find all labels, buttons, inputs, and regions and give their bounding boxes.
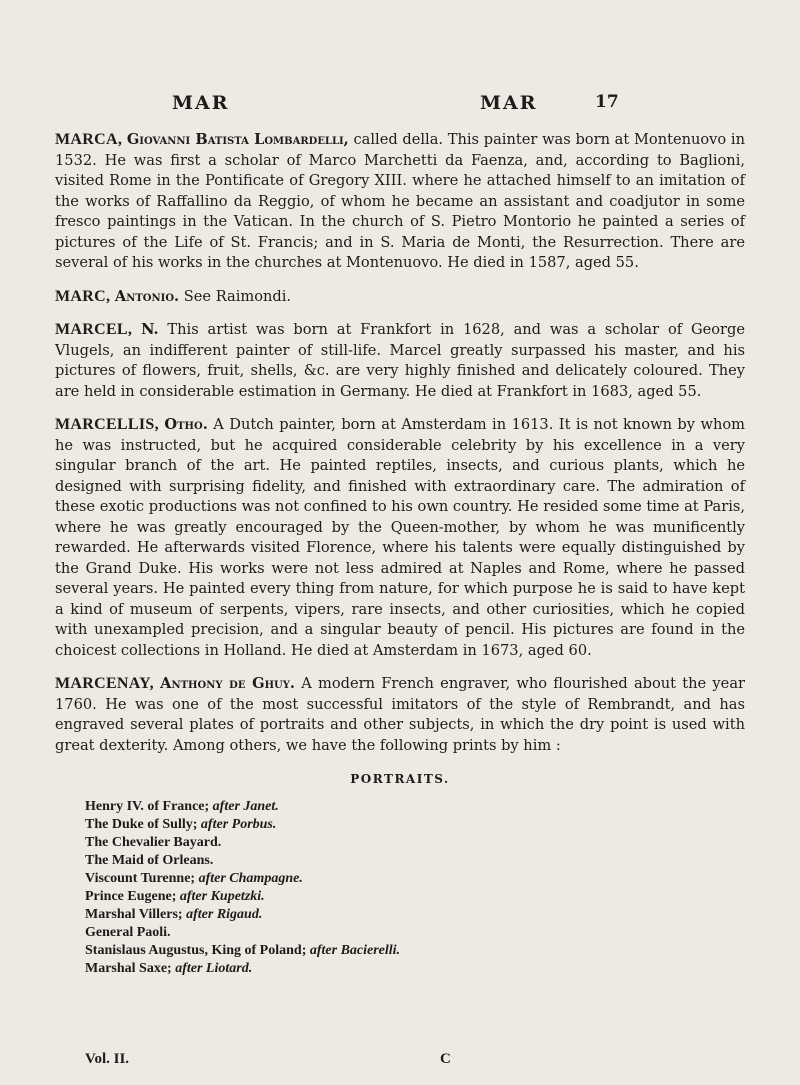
header-left-word: MAR xyxy=(172,92,230,114)
entry-headword: MARCENAY, xyxy=(55,675,154,692)
entry-given-name: Antonio. xyxy=(114,287,180,305)
entry-marc xyxy=(55,287,745,308)
entry-text: This artist was born at Frankfort in 1628, and was a scholar of George Vlugels, an indifferent painter of still-life. Marcel greatly surpassed his master, and his pictures of flowers, fruit, shells, &c. are very highly finished and delicately coloured. They are held in considerable estimation in Germany. He died at Frankfort in 1683, aged 55. xyxy=(55,321,745,400)
page-footer xyxy=(85,1051,725,1073)
list-item: Stanislaus Augustus, King of Poland; after Bacierelli. xyxy=(85,942,401,958)
signature-mark: C xyxy=(440,1051,451,1067)
entry-marcellis xyxy=(55,415,745,661)
list-item: Prince Eugene; after Kupetzki. xyxy=(85,888,265,904)
header-right-word: MAR xyxy=(480,92,538,114)
entry-marca xyxy=(55,130,745,274)
entry-headword: MARCELLIS, xyxy=(55,416,159,433)
list-item: Viscount Turenne; after Champagne. xyxy=(85,870,303,886)
entry-text: called della. This painter was born at Montenuovo in 1532. He was first a scholar of Marco Marchetti da Faenza, and, according to Baglioni, visited Rome in the Pontificate of Gregory XIII. where he attached himself to an imitation of the works of Raffallino da Reggio, of whom he became an assistant and coadjutor in some fresco paintings in the Vatican. In the church of S. Pietro Montorio he painted a series of pictures of the Life of St. Francis; and in S. Maria de Monti, the Resurrection. There are several of his works in the churches at Montenuovo. He died in 1587, aged 55. xyxy=(55,131,745,271)
list-item: Marshal Villers; after Rigaud. xyxy=(85,906,263,922)
portraits-list xyxy=(85,798,745,978)
page-number: 17 xyxy=(595,92,619,112)
entry-given-name: N. xyxy=(141,321,159,338)
entry-given-name: Giovanni Batista Lombardelli, xyxy=(126,131,349,148)
list-item: The Maid of Orleans. xyxy=(85,852,214,868)
entry-text: A Dutch painter, born at Amsterdam in 1613. It is not known by whom he was instructed, but he acquired considerable celebrity by his excellence in a very singular branch of the art. He painted reptiles, insects, and curious plants, which he designed with surprising fidelity, and finished with extraordinary care. The admiration of these exotic productions was not confined to his own country. He resided some time at Paris, where he was greatly encouraged by the Queen-mother, by whom he was munificently rewarded. He afterwards visited Florence, where his talents were equally distinguished by the Grand Duke. His works were not less admired at Naples and Rome, where he passed several years. He painted every thing from nature, for which purpose he is said to have kept a kind of museum of serpents, vipers, rare insects, and other curiosities, which he copied with unexampled precision, and a singular beauty of pencil. His pictures are found in the choicest collections in Holland. He died at Amsterdam in 1673, aged 60. xyxy=(55,416,745,659)
page-body xyxy=(55,130,745,978)
list-item: The Chevalier Bayard. xyxy=(85,834,222,850)
list-item: Henry IV. of France; after Janet. xyxy=(85,798,279,814)
list-item: Marshal Saxe; after Liotard. xyxy=(85,960,253,976)
list-item: General Paoli. xyxy=(85,924,171,940)
portraits-heading: PORTRAITS. xyxy=(350,772,450,786)
entry-given-name: Anthony de Ghuy. xyxy=(160,675,295,692)
volume-label: Vol. II. xyxy=(85,1051,130,1067)
running-header xyxy=(0,92,800,118)
entry-text: A modern French engraver, who flourished about the year 1760. He was one of the most successful imitators of the style of Rembrandt, and has engraved several plates of portraits and other subjects, in which the dry point is used with great dexterity. Among others, we have the following prints by him : xyxy=(55,675,745,754)
entry-marcel xyxy=(55,320,745,402)
list-item: The Duke of Sully; after Porbus. xyxy=(85,816,277,832)
entry-headword: MARC, xyxy=(55,287,111,305)
entry-headword: MARCA, xyxy=(55,131,123,148)
entry-given-name: Otho. xyxy=(164,416,208,433)
entry-headword: MARCEL, xyxy=(55,321,133,338)
entry-marcenay xyxy=(55,674,745,756)
entry-text: See Raimondi. xyxy=(179,287,292,305)
